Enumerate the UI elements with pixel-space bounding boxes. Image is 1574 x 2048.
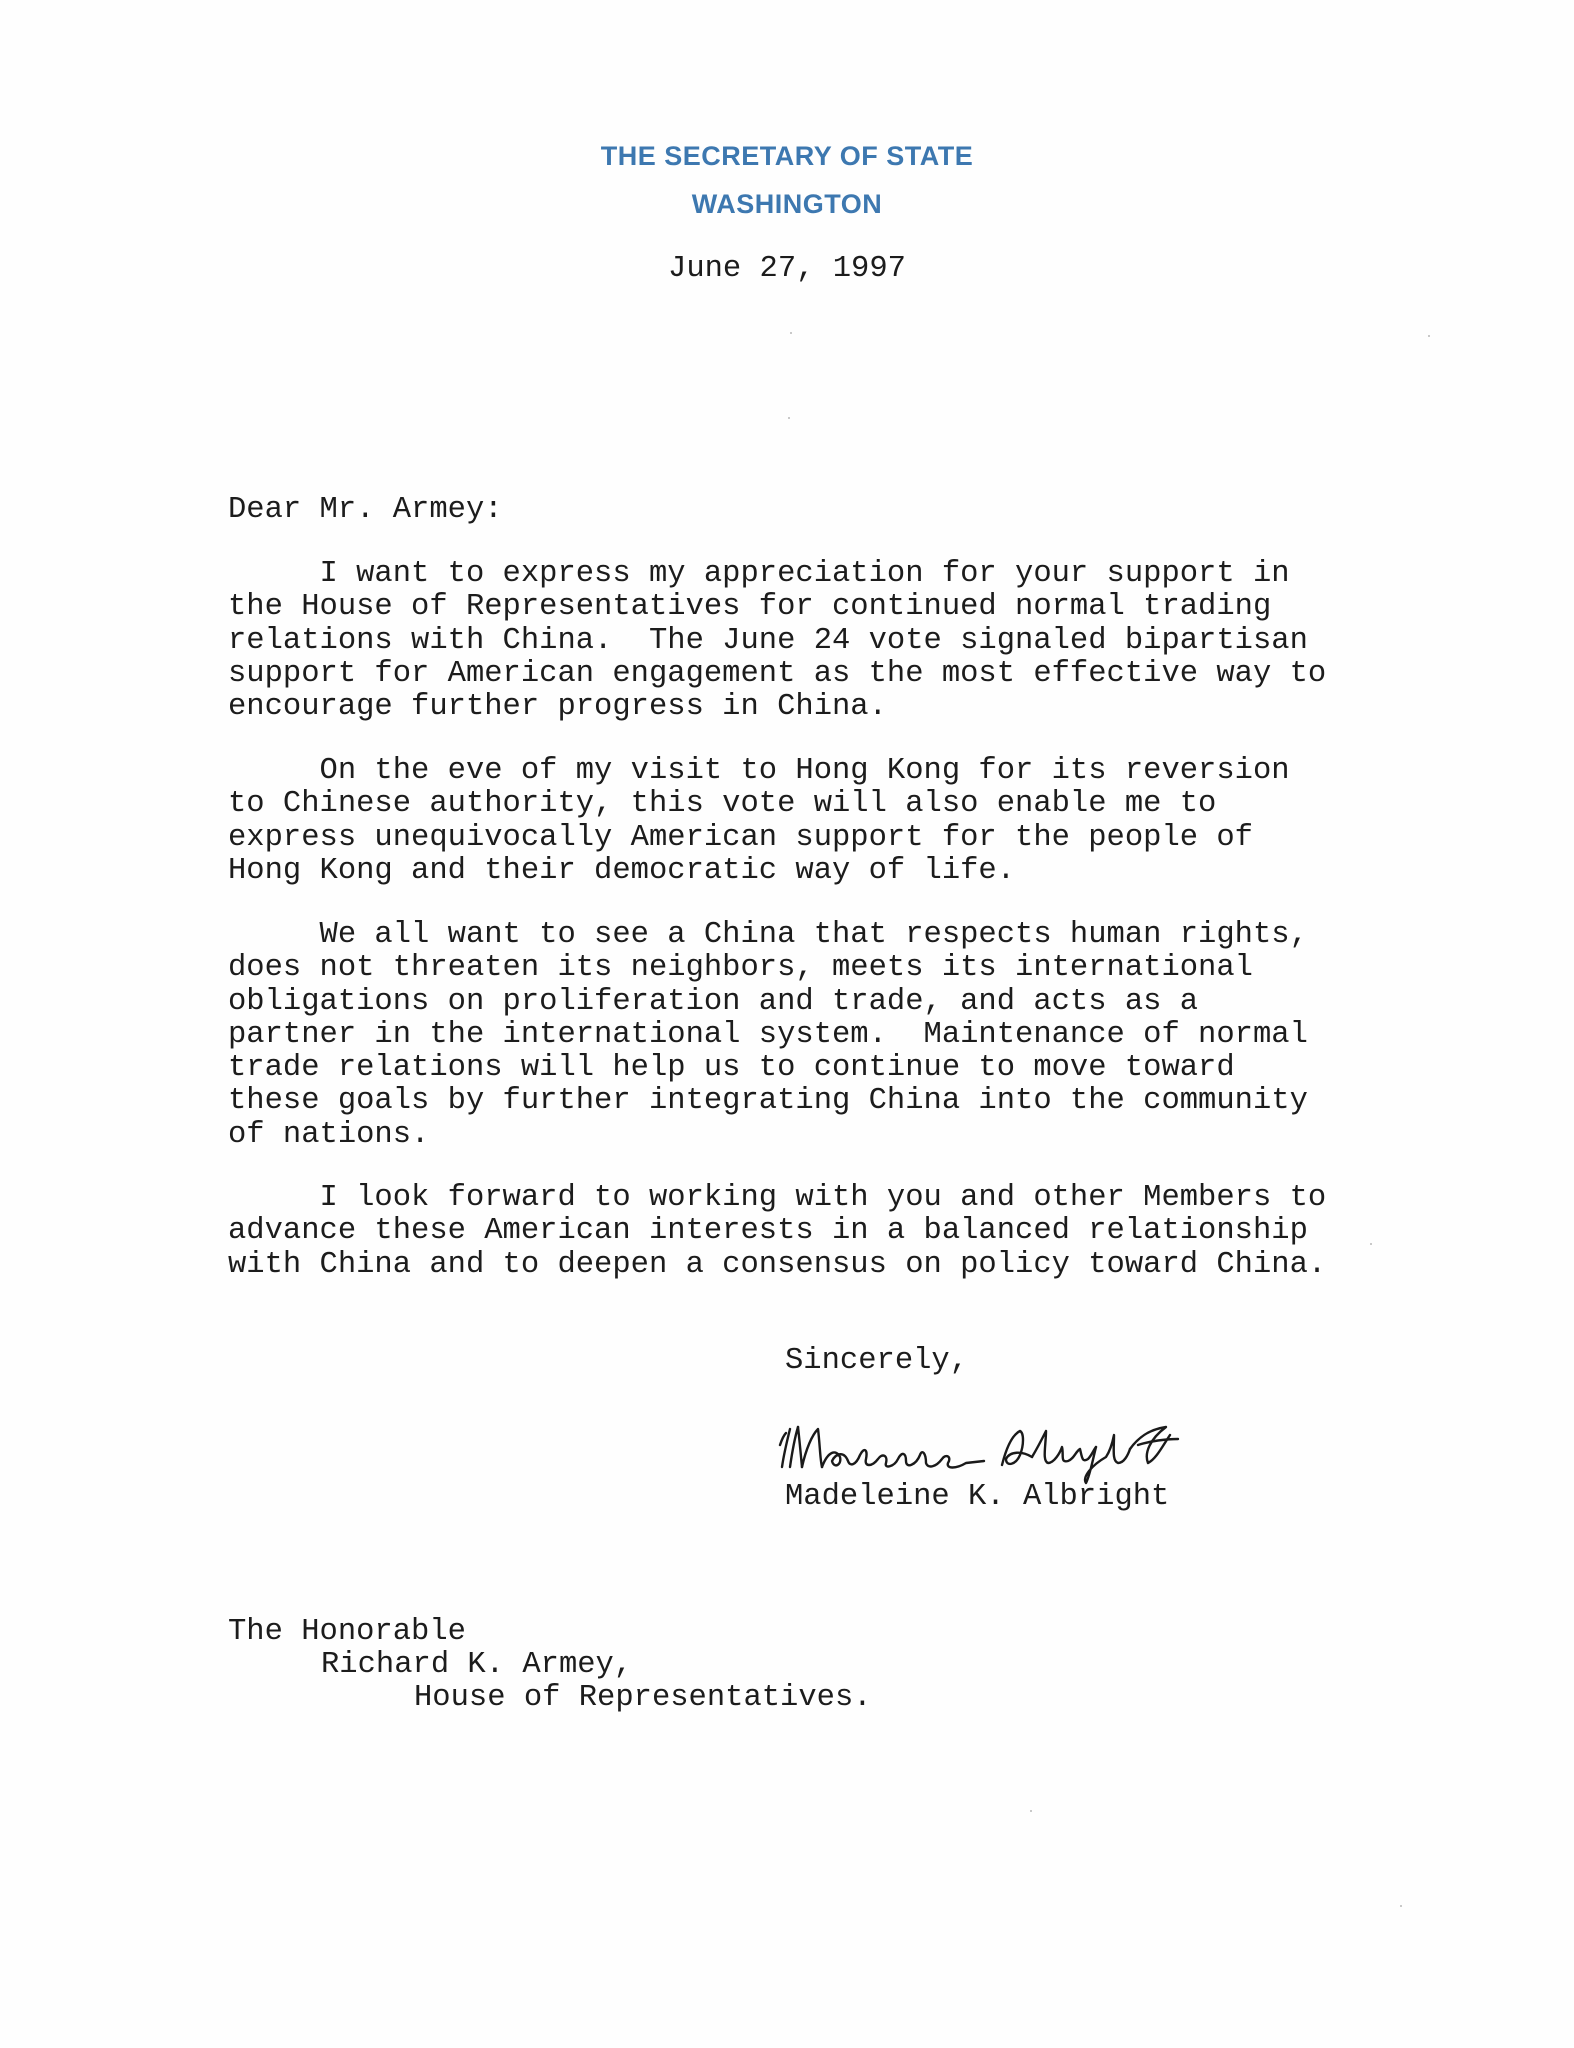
letter-paragraph-4 [228, 1182, 1378, 1282]
scan-speck [790, 332, 792, 334]
paragraph-line: with China and to deepen a consensus on policy toward China. [228, 1247, 1327, 1282]
letterhead-title: THE SECRETARY OF STATE [600, 141, 974, 171]
addressee-title: The Honorable [228, 1615, 466, 1649]
letterhead-city: WASHINGTON [691, 189, 883, 219]
closing: Sincerely, [785, 1344, 969, 1378]
scan-speck [1370, 1243, 1372, 1245]
addressee-name: Richard K. Armey, [321, 1648, 633, 1682]
paragraph-line: partner in the international system. Maintenance of normal [228, 1017, 1308, 1052]
scan-speck [1030, 1810, 1032, 1812]
paragraph-line: Hong Kong and their democratic way of life. [228, 853, 1016, 888]
letter-paragraph-1 [228, 558, 1378, 724]
scan-speck [788, 417, 790, 419]
paragraph-line: advance these American interests in a balanced relationship [228, 1214, 1308, 1249]
letter-date: June 27, 1997 [668, 252, 906, 286]
handwritten-signature [770, 1405, 1240, 1485]
paragraph-line: of nations. [228, 1117, 430, 1152]
letter-paragraph-3 [228, 919, 1378, 1152]
paragraph-line: relations with China. The June 24 vote signaled bipartisan [228, 623, 1308, 658]
paragraph-line: I want to express my appreciation for your support in [228, 557, 1290, 591]
paragraph-line: express unequivocally American support for the people of [228, 820, 1253, 855]
paragraph-line: the House of Representatives for continued normal trading [228, 590, 1272, 625]
paragraph-line: support for American engagement as the most effective way to [228, 656, 1327, 691]
paragraph-line: to Chinese authority, this vote will also enable me to [228, 787, 1217, 822]
scan-speck [1428, 335, 1430, 337]
scan-speck [1400, 1905, 1402, 1907]
paragraph-line: these goals by further integrating China into the community [228, 1084, 1308, 1119]
paragraph-line: obligations on proliferation and trade, and acts as a [228, 984, 1199, 1019]
paragraph-line: encourage further progress in China. [228, 690, 887, 725]
paragraph-line: On the eve of my visit to Hong Kong for its reversion [228, 754, 1290, 788]
addressee-office: House of Representatives. [414, 1681, 872, 1715]
paragraph-line: trade relations will help us to continue to move toward [228, 1051, 1235, 1086]
letter-paragraph-2 [228, 755, 1378, 888]
signer-name: Madeleine K. Albright [785, 1480, 1170, 1514]
paragraph-line: We all want to see a China that respects human rights, [228, 918, 1308, 952]
salutation: Dear Mr. Armey: [228, 493, 503, 527]
paragraph-line: I look forward to working with you and other Members to [228, 1181, 1327, 1215]
paragraph-line: does not threaten its neighbors, meets its international [228, 951, 1253, 986]
